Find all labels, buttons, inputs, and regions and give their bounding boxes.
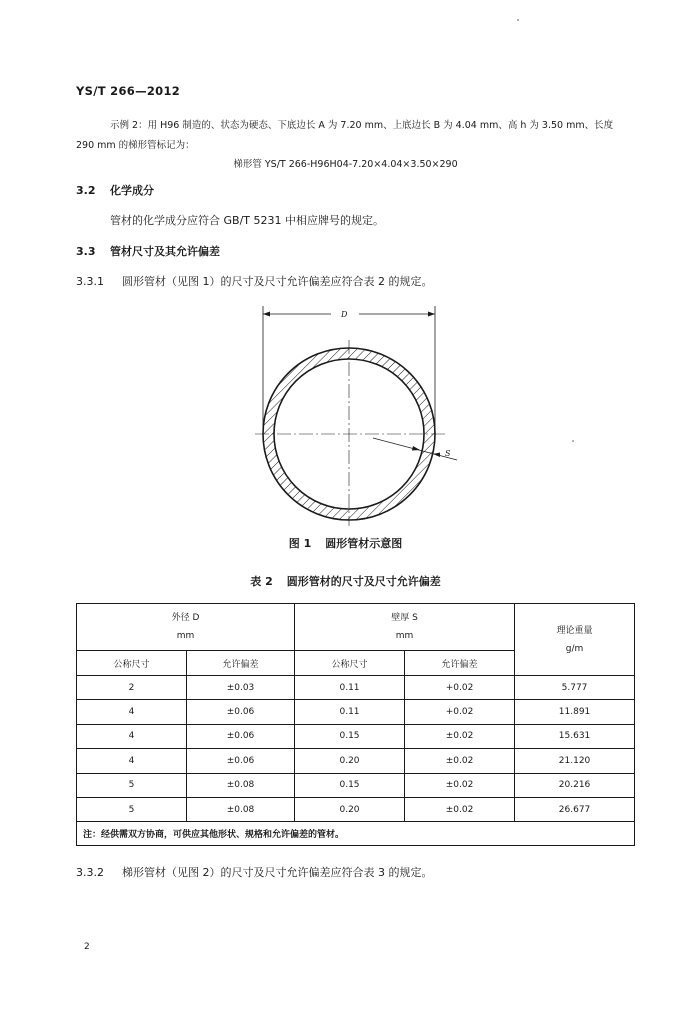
cell-od-nominal: 5 (77, 773, 187, 797)
tube-cross-section (255, 338, 445, 528)
cell-od-tolerance: ±0.08 (187, 773, 295, 797)
section-3-3-heading (76, 243, 220, 259)
label-D: D (341, 310, 348, 319)
cell-wall-tolerance: +0.02 (405, 676, 515, 700)
section-number: 3.2 (76, 184, 96, 197)
table-number: 表 2 (250, 575, 273, 588)
table-row (77, 773, 635, 797)
cell-od-nominal: 4 (77, 700, 187, 724)
table-row (77, 797, 635, 821)
example2-marking-code: 梯形管 YS/T 266-H96H04-7.20×4.04×3.50×290 (233, 159, 458, 170)
header-wall-thickness (295, 604, 515, 651)
table-row (77, 724, 635, 748)
page-number: 2 (84, 942, 90, 952)
cell-weight: 11.891 (515, 700, 635, 724)
section-text: 圆形管材（见图 1）的尺寸及尺寸允许偏差应符合表 2 的规定。 (122, 275, 433, 288)
cell-wall-nominal: 0.11 (295, 700, 405, 724)
table-note: 注：经供需双方协商，可供应其他形状、规格和允许偏差的管材。 (77, 822, 635, 846)
subheader-wall-tolerance: 允许偏差 (405, 651, 515, 676)
table-header-row-1 (77, 604, 635, 651)
header-outer-diameter (77, 604, 295, 651)
cell-wall-tolerance: ±0.02 (405, 797, 515, 821)
section-3-3-2-paragraph (76, 864, 433, 880)
cell-wall-nominal: 0.20 (295, 749, 405, 773)
cell-od-tolerance: ±0.06 (187, 749, 295, 773)
cell-od-nominal: 5 (77, 797, 187, 821)
subheader-od-nominal: 公称尺寸 (77, 651, 187, 676)
figure-number: 图 1 (288, 537, 312, 550)
header-od-unit: mm (176, 631, 195, 641)
cell-od-nominal: 4 (77, 724, 187, 748)
cell-wall-tolerance: ±0.02 (405, 724, 515, 748)
header-wall-title: 壁厚 S (391, 613, 418, 623)
cell-wall-nominal: 0.15 (295, 773, 405, 797)
scan-speck (572, 440, 574, 442)
cell-od-tolerance: ±0.08 (187, 797, 295, 821)
cell-wall-nominal: 0.15 (295, 724, 405, 748)
cell-weight: 20.216 (515, 773, 635, 797)
cell-od-tolerance: ±0.03 (187, 676, 295, 700)
section-number: 3.3 (76, 245, 96, 258)
figure-1-caption (0, 535, 691, 551)
figure-title: 圆形管材示意图 (325, 537, 403, 550)
table-2-caption (0, 573, 691, 589)
cell-wall-nominal: 0.20 (295, 797, 405, 821)
cell-od-tolerance: ±0.06 (187, 700, 295, 724)
table-2-round-tube-dimensions (76, 603, 635, 846)
section-title: 化学成分 (110, 184, 154, 197)
example2-line2: 290 mm 的梯形管标记为： (76, 140, 195, 151)
header-theoretical-weight (515, 604, 635, 676)
cell-od-nominal: 4 (77, 749, 187, 773)
standard-code-header: YS/T 266—2012 (76, 84, 181, 98)
subheader-wall-nominal: 公称尺寸 (295, 651, 405, 676)
header-wall-unit: mm (395, 631, 414, 641)
figure-1-round-tube-diagram (255, 298, 465, 532)
table-note-row (77, 822, 635, 846)
cell-wall-nominal: 0.11 (295, 676, 405, 700)
example2-line1: 示例 2：用 H96 制造的、状态为硬态、下底边长 A 为 7.20 mm、上底边长 B 为 4.04 mm、高 h 为 3.50 mm、长度 (110, 120, 614, 131)
cell-weight: 15.631 (515, 724, 635, 748)
scan-speck (517, 19, 519, 21)
header-od-title: 外径 D (171, 613, 200, 623)
section-number: 3.3.2 (76, 866, 104, 879)
subheader-od-tolerance: 允许偏差 (187, 651, 295, 676)
table-title: 圆形管材的尺寸及尺寸允许偏差 (286, 575, 441, 588)
cell-od-nominal: 2 (77, 676, 187, 700)
section-3-3-1-paragraph (76, 273, 433, 289)
cell-weight: 26.677 (515, 797, 635, 821)
cell-wall-tolerance: +0.02 (405, 700, 515, 724)
section-number: 3.3.1 (76, 275, 104, 288)
header-weight-unit: g/m (565, 643, 584, 654)
table-row (77, 749, 635, 773)
section-text: 梯形管材（见图 2）的尺寸及尺寸允许偏差应符合表 3 的规定。 (122, 866, 433, 879)
label-S: S (445, 449, 451, 458)
cell-weight: 21.120 (515, 749, 635, 773)
section-3-2-text: 管材的化学成分应符合 GB/T 5231 中相应牌号的规定。 (110, 214, 384, 227)
table-row (77, 676, 635, 700)
header-weight-title: 理论重量 (556, 625, 593, 636)
table-row (77, 700, 635, 724)
cell-wall-tolerance: ±0.02 (405, 773, 515, 797)
cell-wall-tolerance: ±0.02 (405, 749, 515, 773)
section-title: 管材尺寸及其允许偏差 (110, 245, 220, 258)
section-3-2-heading (76, 182, 154, 198)
cell-weight: 5.777 (515, 676, 635, 700)
cell-od-tolerance: ±0.06 (187, 724, 295, 748)
